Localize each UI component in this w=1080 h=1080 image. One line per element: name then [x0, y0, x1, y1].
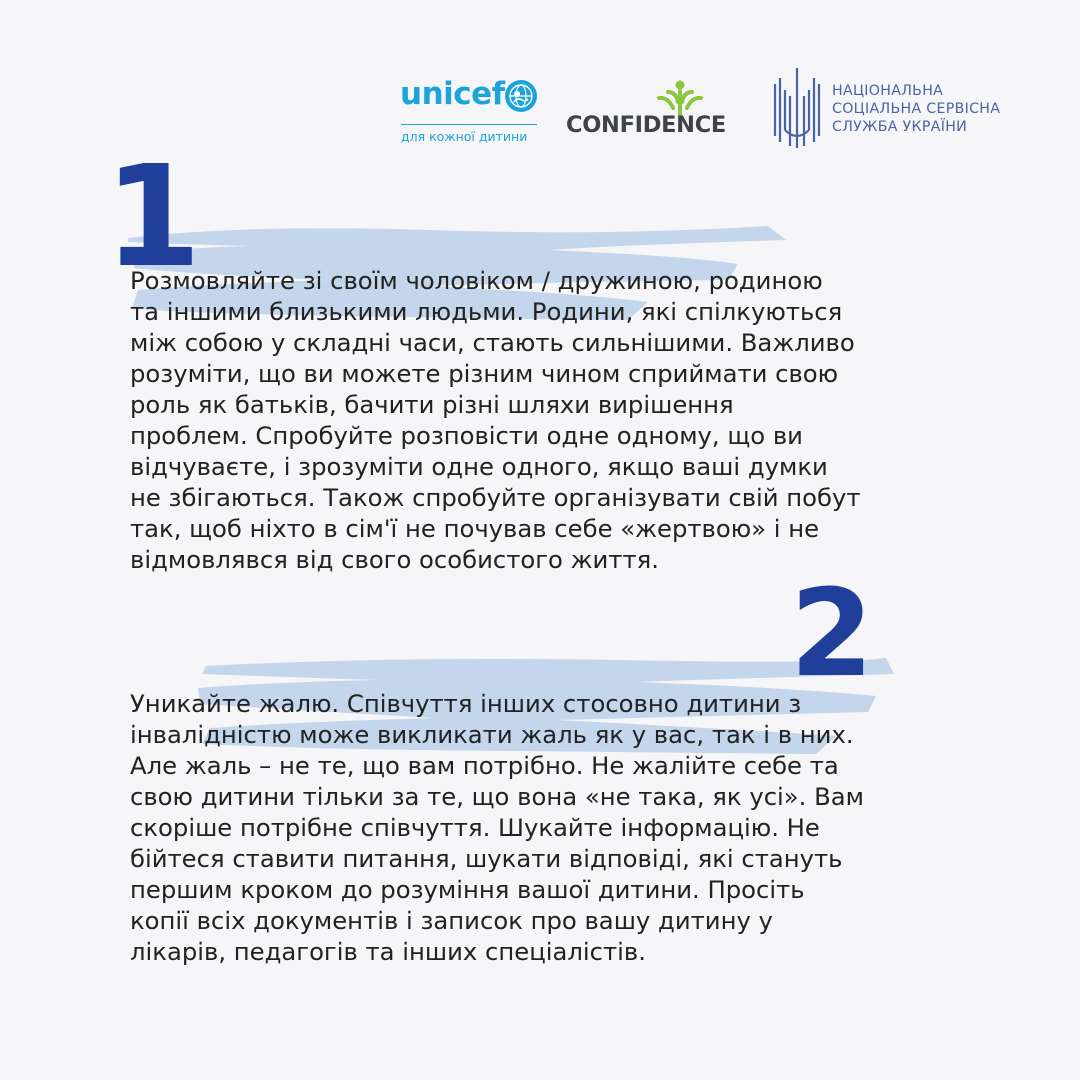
text-line: скоріше потрібне співчуття. Шукайте інформацію. Не — [130, 813, 820, 842]
unicef-logo — [400, 76, 540, 146]
nssu-name-line: НАЦІОНАЛЬНА — [832, 83, 944, 99]
text-line: Розмовляйте зі своїм чоловіком / дружиною, родиною — [130, 266, 823, 295]
trident-bars-icon — [772, 66, 822, 150]
text-line: лікарів, педагогів та інших спеціалістів. — [130, 937, 646, 966]
nssu-name-line: СОЦІАЛЬНА СЕРВІСНА — [832, 101, 1001, 117]
globe-icon — [503, 78, 539, 114]
text-line: першим кроком до розуміння вашої дитини. Просіть — [130, 875, 805, 904]
text-line: Уникайте жалю. Співчуття інших стосовно дитини з — [130, 689, 802, 718]
text-line: свою дитини тільки за те, що вона «не така, як усі». Вам — [130, 782, 865, 811]
text-line: не збігаються. Також спробуйте організувати свій побут — [130, 483, 861, 512]
tip-number-2: 2 — [790, 565, 874, 704]
unicef-tagline: для кожної дитини — [401, 129, 528, 144]
text-line: інвалідністю може викликати жаль як у вас, так і в них. — [130, 720, 854, 749]
text-line: відчуваєте, і зрозуміти одне одного, якщо ваші думки — [130, 452, 828, 481]
tip-number-1: 1 — [104, 136, 202, 299]
text-line: роль як батьків, бачити різні шляхи вирішення — [130, 390, 734, 419]
tip-1-text — [130, 265, 960, 575]
text-line: відмовлявся від свого особистого життя. — [130, 545, 659, 574]
text-line: так, щоб ніхто в сім'ї не почував себе «жертвою» і не — [130, 514, 820, 543]
text-line: розуміти, що ви можете різним чином сприймати свою — [130, 359, 839, 388]
text-line: та іншими близькими людьми. Родини, які спілкуються — [130, 297, 843, 326]
people-mark-icon — [654, 80, 706, 116]
confidence-wordmark: CONFIDENCE — [566, 112, 726, 138]
text-line: бійтеся ставити питання, шукати відповіді, які стануть — [130, 844, 843, 873]
nssu-logo — [772, 66, 1032, 152]
confidence-logo — [566, 80, 748, 140]
text-line: Але жаль – не те, що вам потрібно. Не жалійте себе та — [130, 751, 839, 780]
nssu-name-line: СЛУЖБА УКРАЇНИ — [832, 119, 968, 135]
text-line: копії всіх документів і записок про вашу дитину у — [130, 906, 773, 935]
nssu-name — [832, 82, 1000, 136]
unicef-divider — [401, 124, 537, 125]
text-line: між собою у складні часи, стають сильнішими. Важливо — [130, 328, 855, 357]
tip-2-text — [130, 688, 960, 967]
text-line: проблем. Спробуйте розповісти одне одному, що ви — [130, 421, 803, 450]
unicef-wordmark: unicef — [400, 76, 505, 112]
